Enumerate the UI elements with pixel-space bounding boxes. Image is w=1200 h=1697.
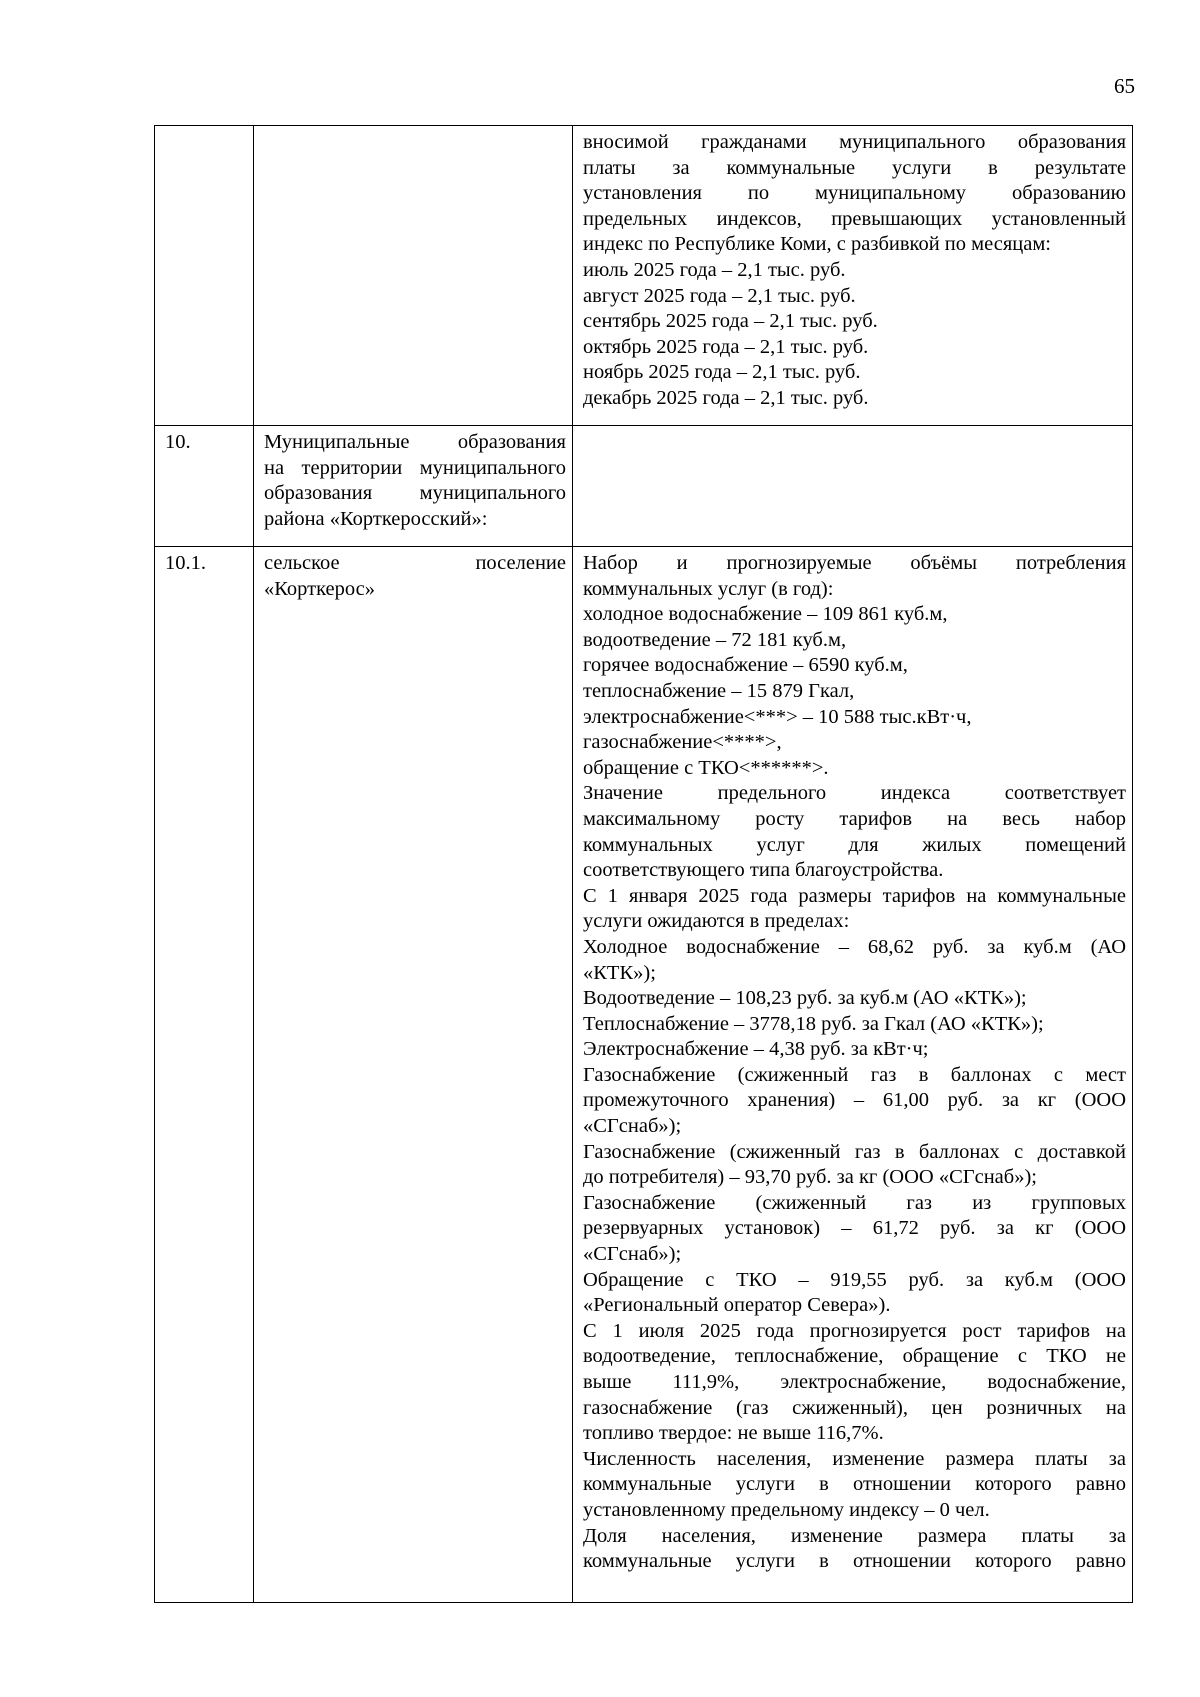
text-line: Холодное водоснабжение – 68,62 руб. за куб.м (АО [583,935,1126,958]
row-number-cell: 10. [155,426,254,547]
text-line: топливо твердое: не выше 116,7%. [583,1422,884,1445]
text-line: «КТК»); [583,961,656,984]
row-text-cell [573,426,1133,547]
text-line: Численность населения, изменение размера платы за [583,1447,1126,1470]
row-text-cell [573,126,1133,426]
text-line: август 2025 года – 2,1 тыс. руб. [583,284,856,307]
text-line: декабрь 2025 года – 2,1 тыс. руб. [583,386,869,409]
row-name-cell [254,126,573,426]
text-line: водоотведение, теплоснабжение, обращение с ТКО не [583,1345,1126,1368]
text-line: коммунальных услуг для жилых помещений [583,833,1126,856]
tariff-table [154,125,1133,1603]
page-number: 65 [1114,74,1135,98]
text-line: холодное водоснабжение – 109 861 куб.м, [583,603,948,626]
text-line: Обращение с ТКО – 919,55 руб. за куб.м (ООО [583,1268,1126,1291]
name-line: «Корткерос» [264,577,375,600]
text-line: Газоснабжение (сжиженный газ в баллонах с доставкой [583,1140,1126,1163]
text-line: Теплоснабжение – 3778,18 руб. за Гкал (АО «КТК»); [583,1012,1044,1035]
name-line: Муниципальные образования [264,431,566,453]
text-line: июль 2025 года – 2,1 тыс. руб. [583,258,846,281]
text-line: резервуарных установок) – 61,72 руб. за кг (ООО [583,1217,1126,1240]
text-line: «Региональный оператор Севера»). [583,1294,891,1317]
text-line: теплоснабжение – 15 879 Гкал, [583,679,855,702]
name-line: на территории муниципального [264,456,566,479]
name-line: района «Корткеросский»: [264,507,488,530]
text-line: газоснабжение (газ сжиженный), цен розничных на [583,1396,1126,1419]
text-line: «СГснаб»); [583,1243,682,1266]
text-line: газоснабжение<****>, [583,731,782,754]
row-name-cell [254,547,573,1603]
text-line: вносимой гражданами муниципального образования [583,131,1126,153]
text-line: горячее водоснабжение – 6590 куб.м, [583,654,908,677]
text-line: соответствующего типа благоустройства. [583,859,944,882]
text-line: водоотведение – 72 181 куб.м, [583,628,847,651]
table-row-10 [155,426,1133,547]
table-row-10-1 [155,547,1133,1603]
text-line: платы за коммунальные услуги в результате [583,156,1126,179]
text-line: установленному предельному индексу – 0 чел. [583,1498,990,1521]
text-line: октябрь 2025 года – 2,1 тыс. руб. [583,335,869,358]
text-line: «СГснаб»); [583,1115,682,1138]
text-line: коммунальные услуги в отношении которого равно [583,1473,1126,1496]
text-line: установления по муниципальному образованию [583,182,1126,205]
text-line: до потребителя) – 93,70 руб. за кг (ООО «СГснаб»); [583,1166,1037,1189]
text-line: предельных индексов, превышающих установленный [583,207,1126,230]
name-line: образования муниципального [264,482,566,505]
text-line: Значение предельного индекса соответствует [583,782,1126,805]
row-name-cell [254,426,573,547]
row-number-cell [155,126,254,426]
text-line: услуги ожидаются в пределах: [583,910,850,933]
text-line: коммунальных услуг (в год): [583,577,834,600]
text-line: максимальному росту тарифов на весь набор [583,807,1126,830]
name-line: сельское поселение [264,552,566,574]
text-line: Водоотведение – 108,23 руб. за куб.м (АО «КТК»); [583,987,1027,1010]
text-line: С 1 июля 2025 года прогнозируется рост тарифов на [583,1319,1126,1342]
row-number-cell: 10.1. [155,547,254,1603]
text-line: Газоснабжение (сжиженный газ из групповых [583,1191,1126,1214]
text-line: Электроснабжение – 4,38 руб. за кВт·ч; [583,1038,929,1061]
table-row-continuation [155,126,1133,426]
text-line: обращение с ТКО<******>. [583,756,829,779]
text-line: Газоснабжение (сжиженный газ в баллонах с мест [583,1063,1126,1086]
text-line: Набор и прогнозируемые объёмы потребления [583,552,1126,574]
text-line: индекс по Республике Коми, с разбивкой по месяцам: [583,233,1051,256]
text-line: промежуточного хранения) – 61,00 руб. за кг (ООО [583,1089,1126,1112]
row-text-cell [573,547,1133,1603]
text-line: сентябрь 2025 года – 2,1 тыс. руб. [583,310,878,333]
text-line: коммунальные услуги в отношении которого равно [583,1550,1126,1573]
text-line: Доля населения, изменение размера платы за [583,1524,1126,1547]
text-line: ноябрь 2025 года – 2,1 тыс. руб. [583,361,861,384]
text-line: выше 111,9%, электроснабжение, водоснабжение, [583,1371,1126,1393]
text-line: С 1 января 2025 года размеры тарифов на коммунальные [583,884,1126,907]
text-line: электроснабжение<***> – 10 588 тыс.кВт·ч, [583,705,972,728]
